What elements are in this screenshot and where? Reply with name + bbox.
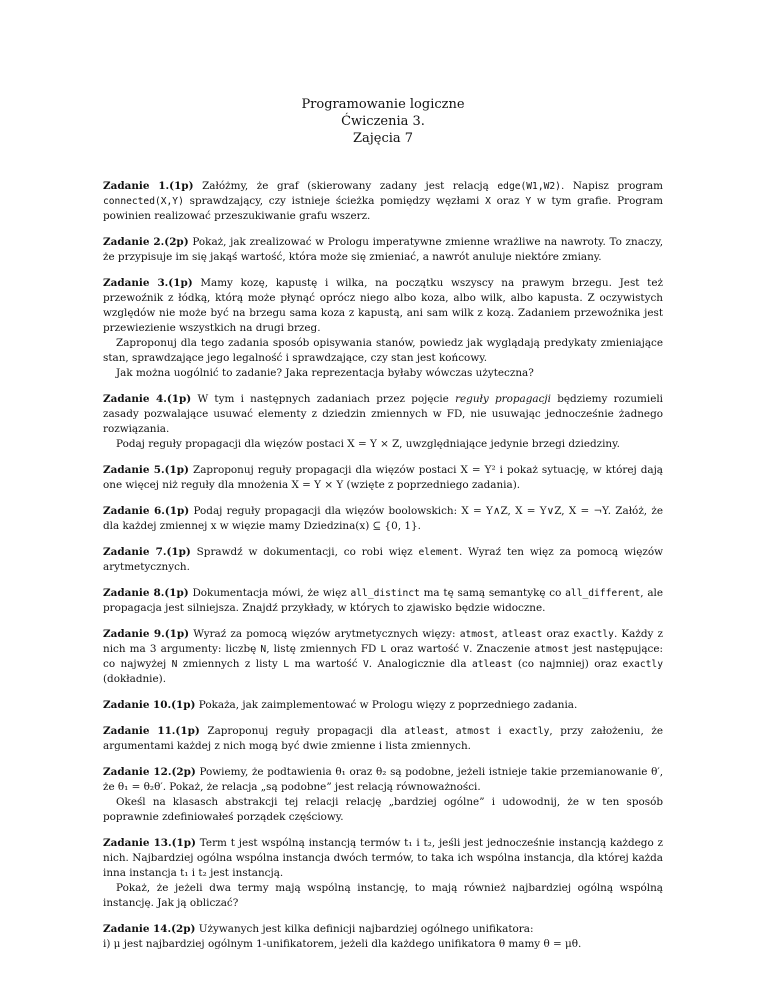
- code-term: edge(W1,W2): [497, 181, 561, 192]
- task-text: ,: [494, 628, 502, 640]
- code-term: L: [283, 659, 290, 670]
- task-8: [103, 586, 663, 616]
- task-text: Używanych jest kilka definicji najbardziej ogólnego unifikatora:: [195, 923, 534, 935]
- code-term: all_different: [565, 588, 641, 599]
- exercise-set-title: Ćwiczenia 3.: [341, 114, 425, 129]
- task-text: Term t jest wspólną instancją termów t₁ i t₂, jeśli jest jednocześnie instancją każdego z nich. Najbardziej ogólna wspólna instancja dwóch termów, to taka ich wspólna instancja, dla której każda inna instancja t₁ i t₂ jest instancją.: [103, 837, 664, 879]
- code-term: exactly: [573, 629, 614, 640]
- task-paragraph: Podaj reguły propagacji dla więzów postaci X = Y × Z, uwzględniające jedynie brzegi dziedziny.: [116, 438, 620, 450]
- task-text: Sprawdź w dokumentacji, co robi więz: [190, 546, 419, 558]
- task-text: ma wartość: [289, 658, 363, 670]
- task-paragraph: Pokaż, że jeżeli dwa termy mają wspólną instancję, to mają również najbardziej ogólną wspólną instancję. Jak ją obliczać?: [103, 882, 663, 909]
- task-label: Zadanie 2.(2p): [103, 236, 189, 248]
- task-paragraph: Jak można uogólnić to zadanie? Jaka reprezentacja byłaby wówczas użyteczna?: [116, 367, 534, 379]
- task-text: W tym i następnych zadaniach przez pojęcie: [191, 393, 456, 405]
- task-text: będziemy rozumieli zasady pozwalające usuwać elementy z dziedzin zmiennych w FD, nie usuwając jednocześnie żadnego rozwiązania.: [103, 393, 663, 435]
- task-3: [103, 276, 663, 381]
- task-text: Zaproponuj reguły propagacji dla więzów postaci X = Y² i pokaż sytuację, w której dają one więcej niż reguły dla mnożenia X = Y × Y (wzięte z poprzedniego zadania).: [103, 464, 663, 491]
- task-label: Zadanie 14.(2p): [103, 923, 196, 935]
- task-label: Zadanie 11.(1p): [103, 725, 200, 737]
- code-term: connected(X,Y): [103, 196, 184, 207]
- task-paragraph: Okeśl na klasasch abstrakcji tej relacji relację „bardziej ogólne” i udowodnij, że w ten sposób poprawnie zdefiniowałeś porządek częściowy.: [103, 796, 663, 823]
- code-term: V: [363, 659, 369, 670]
- code-term: N: [260, 644, 267, 655]
- document-header: [103, 96, 663, 147]
- task-11: [103, 724, 663, 754]
- task-text: (dokładnie).: [103, 673, 166, 685]
- task-text: Pokaż, jak zrealizować w Prologu imperatywne zmienne wrażliwe na nawroty. To znaczy, że przypisuje im się jakąś wartość, która może się zmieniać, a nawrót anuluje niektóre zmiany.: [103, 236, 663, 263]
- code-term: atmost: [455, 726, 491, 737]
- emphasized-term: reguły propagacji: [455, 393, 551, 405]
- document-page: [103, 96, 663, 963]
- task-text: Podaj reguły propagacji dla więzów boolowskich: X = Y∧Z, X = Y∨Z, X = ¬Y. Załóż, że dla każdej zmiennej x w więzie mamy Dziedzina(x) ⊆ {0, 1}.: [103, 505, 663, 532]
- task-paragraph: Zaproponuj dla tego zadania sposób opisywania stanów, powiedz jak wyglądają predykaty zmieniające stan, sprawdzające jego legalność i sprawdzające, czy stan jest końcowy.: [103, 337, 663, 364]
- code-term: exactly: [622, 659, 663, 670]
- task-text: Załóżmy, że graf (skierowany zadany jest relacją: [193, 180, 498, 192]
- task-text: oraz: [542, 628, 574, 640]
- task-text: zmiennych z listy: [177, 658, 284, 670]
- task-label: Zadanie 5.(1p): [103, 464, 189, 476]
- task-text: Dokumentacja mówi, że więz: [188, 587, 351, 599]
- code-term: exactly: [508, 726, 550, 737]
- task-text: ma tę samą semantykę co: [419, 587, 566, 599]
- task-9: [103, 627, 663, 687]
- code-term: atleast: [404, 726, 445, 737]
- task-text: i: [490, 725, 509, 737]
- task-paragraph: i) μ jest najbardziej ogólnym 1-unifikatorem, jeżeli dla każdego unifikatora θ mamy θ = μθ.: [103, 938, 582, 950]
- task-13: [103, 836, 663, 911]
- task-text: . Wyraź ten więz za pomocą więzów arytmetycznych.: [103, 546, 663, 573]
- code-term: X: [485, 196, 491, 207]
- task-text: , listę zmiennych FD: [266, 643, 381, 655]
- task-label: Zadanie 4.(1p): [103, 393, 192, 405]
- session-title: Zajęcia 7: [352, 131, 414, 146]
- task-text: . Napisz program: [560, 180, 663, 192]
- task-4: [103, 392, 663, 452]
- code-term: atleast: [471, 659, 513, 670]
- task-label: Zadanie 1.(1p): [103, 180, 194, 192]
- task-text: oraz: [490, 195, 526, 207]
- task-14: [103, 922, 663, 952]
- task-text: oraz wartość: [386, 643, 464, 655]
- task-text: , przy założeniu, że argumentami każdej z nich mogą być dwie zmienne i lista zmiennych.: [103, 725, 664, 752]
- code-term: all_distinct: [350, 588, 420, 599]
- code-term: atmost: [534, 644, 570, 655]
- task-text: (co najmniej) oraz: [512, 658, 623, 670]
- task-text: Wyraź za pomocą więzów arytmetycznych więzy:: [189, 628, 460, 640]
- task-label: Zadanie 9.(1p): [103, 628, 190, 640]
- task-label: Zadanie 6.(1p): [103, 505, 190, 517]
- task-label: Zadanie 7.(1p): [103, 546, 191, 558]
- task-label: Zadanie 13.(1p): [103, 837, 196, 849]
- task-text: Powiemy, że podtawienia θ₁ oraz θ₂ są podobne, jeżeli istnieje takie przemianowanie θ′, że θ₁ = θ₂θ′. Pokaż, że relacja „są podobne” jest relacją równoważności.: [103, 766, 664, 793]
- task-text: Pokaża, jak zaimplementować w Prologu więzy z poprzedniego zadania.: [195, 699, 578, 711]
- task-5: [103, 463, 663, 493]
- code-term: atmost: [459, 629, 495, 640]
- task-label: Zadanie 3.(1p): [103, 277, 193, 289]
- task-text: w tym grafie. Program powinien realizować przeszukiwanie grafu wszerz.: [103, 195, 663, 222]
- task-text: ,: [444, 725, 456, 737]
- task-text: . Analogicznie dla: [368, 658, 472, 670]
- task-6: [103, 504, 663, 534]
- task-text: Zaproponuj reguły propagacji dla: [199, 725, 405, 737]
- code-term: Y: [525, 196, 532, 207]
- task-2: [103, 235, 663, 265]
- task-1: [103, 179, 663, 224]
- task-7: [103, 545, 663, 575]
- task-text: sprawdzający, czy istnieje ścieżka pomiędzy węzłami: [183, 195, 486, 207]
- task-label: Zadanie 12.(2p): [103, 766, 196, 778]
- task-label: Zadanie 10.(1p): [103, 699, 196, 711]
- code-term: L: [380, 644, 387, 655]
- code-term: N: [171, 659, 178, 670]
- task-12: [103, 765, 663, 825]
- task-text: . Znaczenie: [469, 643, 535, 655]
- course-title: Programowanie logiczne: [301, 97, 465, 112]
- code-term: element: [418, 547, 459, 558]
- task-text: . Każdy z nich ma 3 argumenty: liczbę: [103, 628, 663, 655]
- task-text: jest następujące: co najwyżej: [103, 643, 663, 670]
- task-text: , ale propagacja jest silniejsza. Znajdź przykłady, w których to zjawisko będzie widoczne.: [103, 587, 663, 614]
- code-term: V: [463, 644, 470, 655]
- code-term: atleast: [501, 629, 543, 640]
- task-text: Mamy kozę, kapustę i wilka, na początku wszyscy na prawym brzegu. Jest też przewoźnik z łódką, którą może płynąć oprócz niego albo koza, albo wilk, albo kapusta. Z oczywistych względów nie może być na brzegu sama koza z kapustą, ani sam wilk z kozą. Zadaniem przewoźnika jest przewiezienie wszystkich na drugi brzeg.: [103, 277, 663, 334]
- task-label: Zadanie 8.(1p): [103, 587, 189, 599]
- task-10: [103, 698, 663, 713]
